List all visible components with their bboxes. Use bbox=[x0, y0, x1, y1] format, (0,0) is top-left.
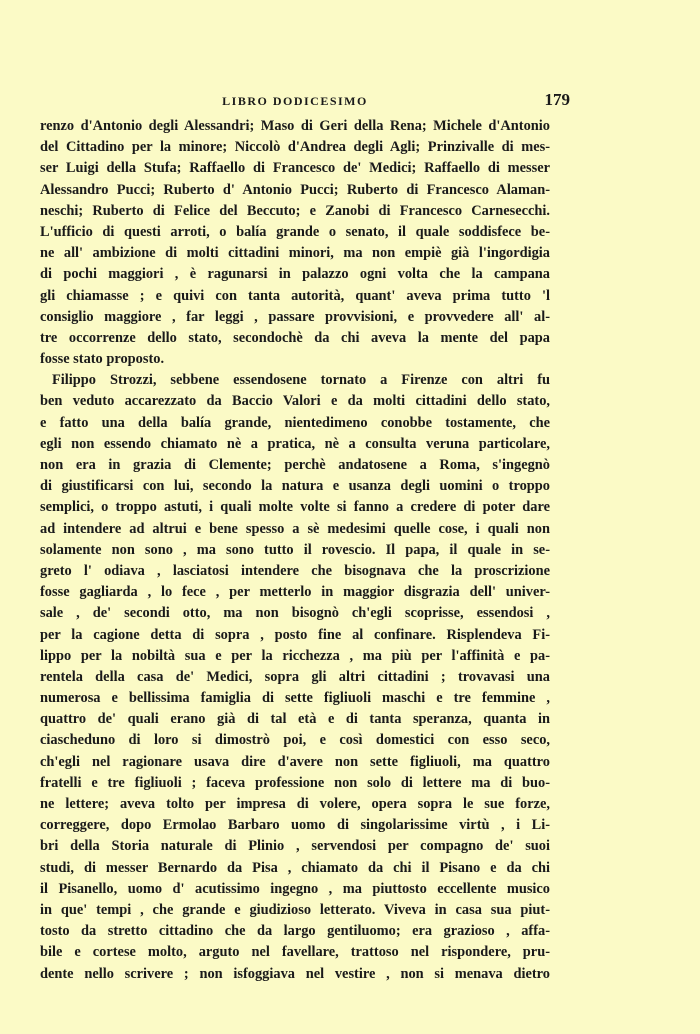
text-line: gli chiamasse ; e quivi con tanta autorità, quant' aveva prima tutto 'l bbox=[40, 287, 550, 304]
text-line: ser Luigi della Stufa; Raffaello di Francesco de' Medici; Raffaello di messer bbox=[40, 160, 550, 177]
text-line: e fatto una della balía grande, nientedimeno conobbe tostamente, che bbox=[40, 414, 550, 431]
text-line: consiglio maggiore , far leggi , passare provvisioni, e provvedere all' al- bbox=[40, 308, 550, 325]
text-line: semplici, o troppo astuti, i quali molte volte si fanno a credere di poter dare bbox=[40, 499, 550, 516]
text-line: neschi; Ruberto di Felice del Beccuto; e Zanobi di Francesco Carnesecchi. bbox=[40, 202, 550, 219]
text-line: Alessandro Pucci; Ruberto d' Antonio Pucci; Ruberto di Francesco Alaman- bbox=[40, 181, 550, 198]
page-number: 179 bbox=[544, 90, 570, 109]
text-line: tosto da stretto cittadino che da largo gentiluomo; era grazioso , affa- bbox=[40, 923, 550, 940]
text-line: Filippo Strozzi, sebbene essendosene tornato a Firenze con altri fu bbox=[52, 372, 550, 389]
text-line: ch'egli nel ragionare usava dire d'avere non sette figliuoli, ma quattro bbox=[40, 753, 550, 770]
text-line: del Cittadino per la minore; Niccolò d'Andrea degli Agli; Prinzivalle di mes- bbox=[40, 139, 550, 156]
text-line: greto l' odiava , lasciatosi intendere che bisognava che la proscrizione bbox=[40, 562, 550, 579]
text-line: bile e cortese molto, arguto nel favellare, trattoso nel rispondere, pru- bbox=[40, 944, 550, 961]
text-line: ad intendere ad altrui e bene spesso a sè medesimi quelle cose, i quali non bbox=[40, 520, 550, 537]
text-line: di giustificarsi con lui, secondo la natura e usanza degli uomini o troppo bbox=[40, 478, 550, 495]
text-line: per la cagione detta di sopra , posto fine al confinare. Risplendeva Fi- bbox=[40, 626, 550, 643]
body-text bbox=[40, 116, 550, 985]
text-line: bri della Storia naturale di Plinio , servendosi per compagno de' suoi bbox=[40, 838, 550, 855]
running-title: LIBRO DODICESIMO bbox=[222, 94, 368, 108]
text-line: ne all' ambizione di molti cittadini minori, ma non empiè già l'ingordigia bbox=[40, 245, 550, 262]
text-line: L'ufficio di questi arroti, o balía grande o senato, il quale soddisfece be- bbox=[40, 223, 550, 240]
text-line: fratelli e tre figliuoli ; faceva professione non solo di lettere ma di buo- bbox=[40, 774, 550, 791]
text-line: quattro de' quali erano già di tal età e di tanta speranza, quanta in bbox=[40, 711, 550, 728]
text-line: lippo per la nobiltà sua e per la ricchezza , ma più per l'affinità e pa- bbox=[40, 647, 550, 664]
text-line: ciascheduno di loro si dimostrò poi, e così domestici con esso seco, bbox=[40, 732, 550, 749]
text-line: studi, di messer Bernardo da Pisa , chiamato da chi il Pisano e da chi bbox=[40, 859, 550, 876]
text-line: non era in grazia di Clemente; perchè andatosene a Roma, s'ingegnò bbox=[40, 457, 550, 473]
text-line: rentela della casa de' Medici, sopra gli altri cittadini ; trovavasi una bbox=[40, 668, 550, 685]
text-line: in que' tempi , che grande e giudizioso letterato. Viveva in casa sua piut- bbox=[40, 901, 550, 918]
text-line: sale , de' secondi otto, ma non bisognò ch'egli scoprisse, essendosi , bbox=[40, 605, 550, 622]
text-line: correggere, dopo Ermolao Barbaro uomo di singolarissime virtù , i Li- bbox=[40, 817, 550, 834]
text-line: fosse stato proposto. bbox=[40, 351, 165, 368]
text-line: egli non essendo chiamato nè a pratica, nè a consulta veruna particolare, bbox=[40, 435, 550, 452]
text-line: ben veduto accarezzato da Baccio Valori e da molti cittadini dello stato, bbox=[40, 393, 550, 410]
text-line: numerosa e bellissima famiglia di sette figliuoli maschi e tre femmine , bbox=[40, 690, 550, 707]
text-line: tre occorrenze dello stato, secondochè da chi aveva la mente del papa bbox=[40, 329, 550, 346]
text-line: fosse gagliarda , lo fece , per metterlo in maggior disgrazia dell' univer- bbox=[40, 584, 550, 601]
text-line: renzo d'Antonio degli Alessandri; Maso di Geri della Rena; Michele d'Antonio bbox=[40, 118, 550, 134]
page-header bbox=[40, 90, 570, 112]
text-line: solamente non sono , ma sono tutto il rovescio. Il papa, il quale in se- bbox=[40, 541, 550, 558]
text-line: di pochi maggiori , è ragunarsi in palazzo ogni volta che la campana bbox=[40, 266, 550, 283]
text-line: ne lettere; aveva tolto per impresa di volere, opera sopra le sue forze, bbox=[40, 796, 550, 812]
text-line: dente nello scrivere ; non isfoggiava nel vestire , non si menava dietro bbox=[40, 965, 550, 982]
text-line: il Pisanello, uomo d' acutissimo ingegno , ma piuttosto eccellente musico bbox=[40, 880, 550, 897]
